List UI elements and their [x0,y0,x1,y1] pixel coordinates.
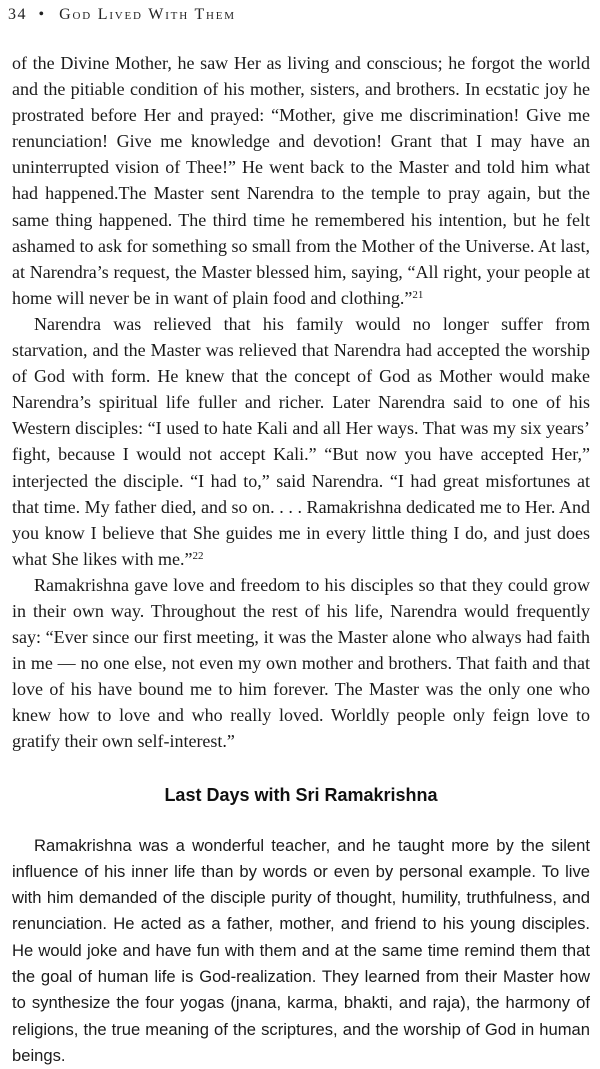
section-heading: Last Days with Sri Ramakrishna [164,784,438,805]
paragraph-1-text: of the Divine Mother, he saw Her as living and conscious; he forgot the world and the pitiable condition of his mother, sisters, and brothers. In ecstatic joy he prostrated before Her and prayed: “Mother, give me discrimination! Give me renunciation! Give me knowledge and devotion! Grant that I may have an uninterrupted vision of Thee!” He went back to the Master and told him what had happened.The Master sent Narendra to the temple to pray again, but the same thing happened. The third time he remembered his intention, but he felt ashamed to ask for something so small from the Mother of the Universe. At last, at Narendra’s request, the Master blessed him, saying, “All right, your people at home will never be in want of plain food and clothing.” [12,53,590,308]
separator-bullet: • [38,6,46,23]
section-paragraph: Ramakrishna was a wonderful teacher, and he taught more by the silent influence of his inner life than by words or even by personal example. To live with him demanded of the disciple purity of thought, humility, truthfulness, and renunciation. He acted as a father, mother, and friend to his young disciples. He would joke and have fun with them and at the same time remind them that the goal of human life is God-realization. They learned from their Master how to synthesize the four yogas (jnana, karma, bhakti, and raja), the harmony of religions, the true meaning of the scriptures, and the worship of God in human beings. [12,835,590,1065]
book-title: God Lived With Them [59,6,236,23]
running-head [8,6,236,24]
paragraph-2 [12,311,590,572]
paragraph-3 [12,572,590,755]
paragraph-3-text: Ramakrishna gave love and freedom to his disciples so that they could grow in their own way. Throughout the rest of his life, Narendra would frequently say: “Ever since our first meeting, it was the Master alone who always had faith in me — no one else, not even my own mother and brothers. That faith and that love of his have bound me to him forever. The Master was the only one who knew how to love and who really loved. Worldly people only feign love to gratify their own self-interest.” [12,574,590,752]
body-text [12,50,590,1069]
paragraph-1 [12,50,590,311]
paragraph-2-text: Narendra was relieved that his family would no longer suffer from starvation, and the Master was relieved that Narendra had accepted the worship of God with form. He knew that the concept of God as Mother would make Narendra’s spiritual life fuller and richer. Later Narendra said to one of his Western disciples: “I used to hate Kali and all Her ways. That was my six years’ fight, because I would not accept Kali.” “But now you have accepted Her,” interjected the disciple. “I had to,” said Narendra. “I had great misfortunes at that time. My father died, and so on. . . . Ramakrishna dedicated me to Her. And you know I believe that She guides me in every little thing I do, and just does what She likes with me.” [12,313,590,569]
footnote-ref-22: 22 [192,549,204,562]
page-number: 34 [8,6,27,23]
footnote-ref-21: 21 [412,288,424,301]
